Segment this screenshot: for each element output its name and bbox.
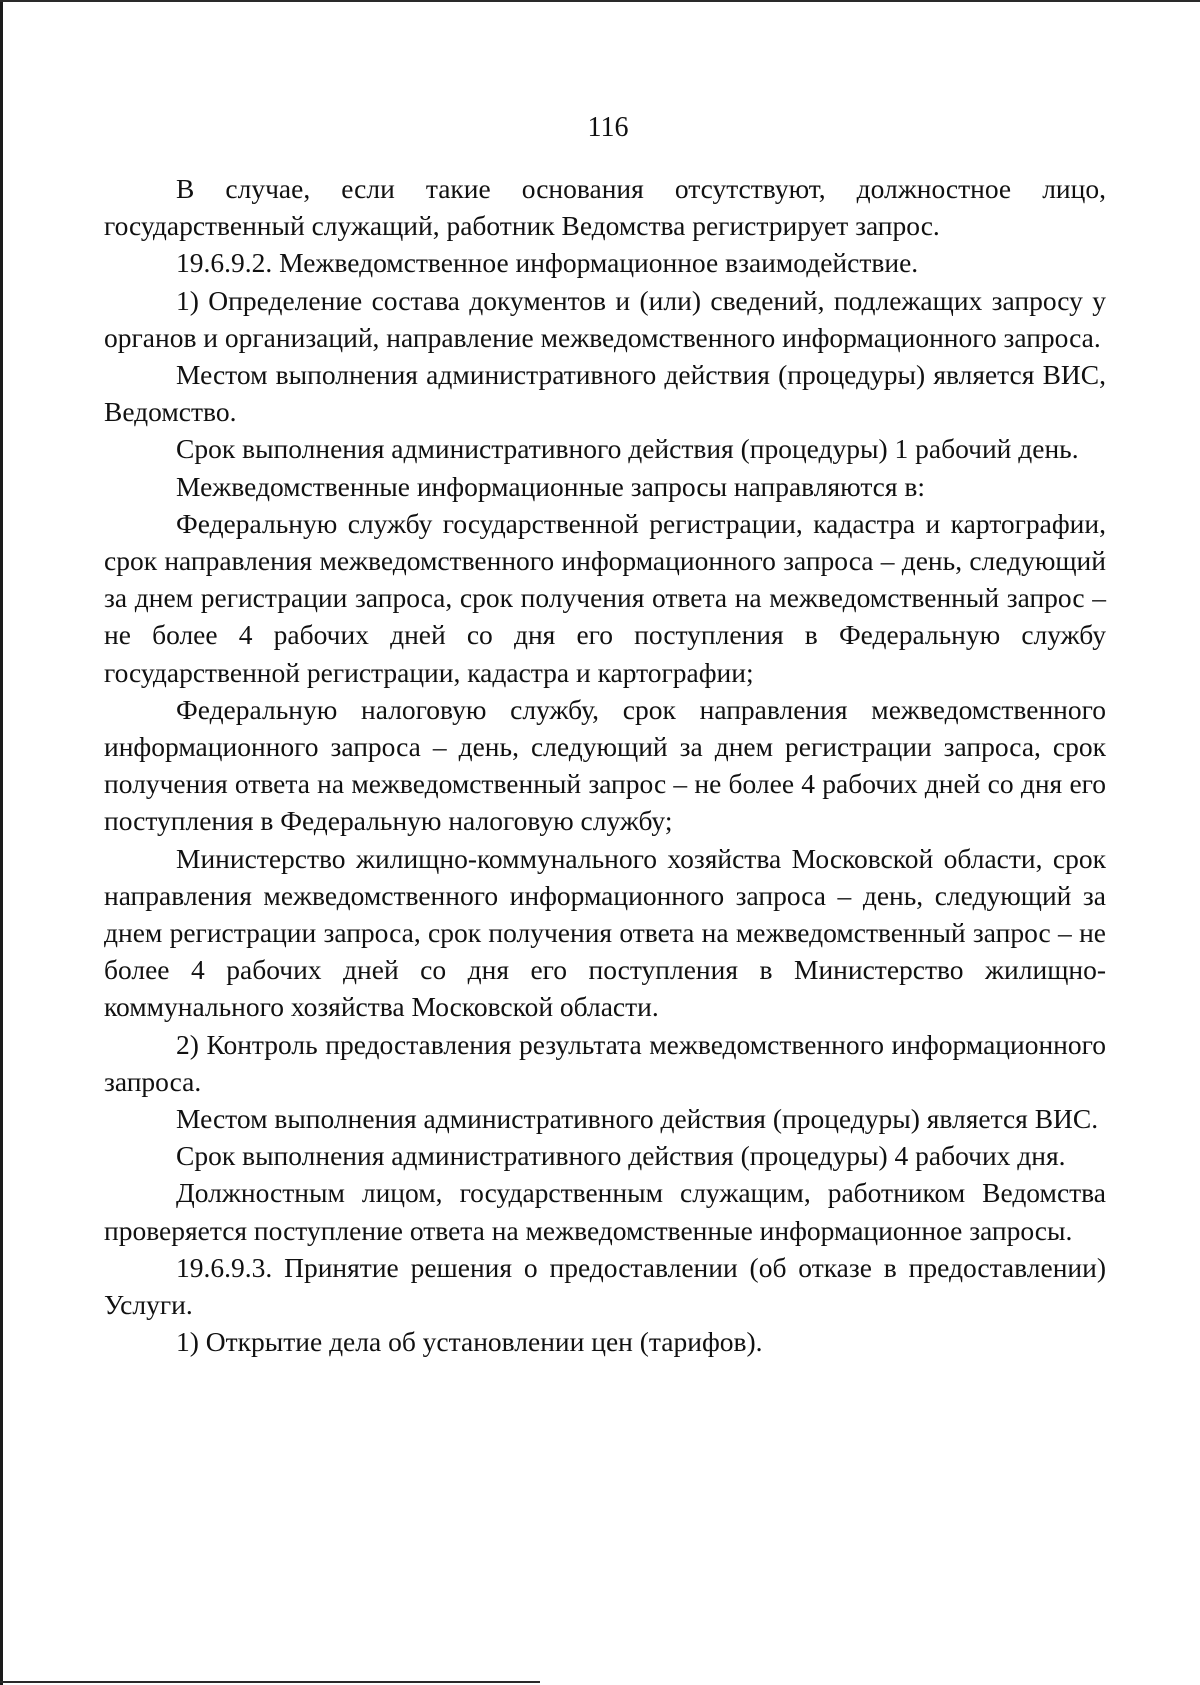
- paragraph: В случае, если такие основания отсутствуют, должностное лицо, государственный служащий, работник Ведомства регистрирует запрос.: [104, 173, 1106, 242]
- scan-left-edge: [0, 0, 3, 1685]
- paragraph: 1) Определение состава документов и (или) сведений, подлежащих запросу у органов и организаций, направление межведомственного информационного запроса.: [104, 284, 1106, 353]
- paragraph: Министерство жилищно-коммунального хозяйства Московской области, срок направления межведомственного информационного запроса – день, следующий за днем регистрации запроса, срок получения ответа на межведомственный запрос – не более 4 рабочих дней со дня его поступления в Министерство жилищно-коммунального хозяйства Московской области.: [104, 842, 1106, 1023]
- paragraph: 2) Контроль предоставления результата межведомственного информационного запроса.: [104, 1028, 1106, 1097]
- section-heading: 19.6.9.2. Межведомственное информационное взаимодействие.: [176, 247, 919, 279]
- paragraph: Федеральную налоговую службу, срок направления межведомственного информационного запроса – день, следующий за днем регистрации запроса, срок получения ответа на межведомственный запрос – не более 4 рабочих дней со дня его поступления в Федеральную налоговую службу;: [104, 693, 1106, 837]
- paragraph: Должностным лицом, государственным служащим, работником Ведомства проверяется поступление ответа на межведомственные информационное запросы.: [104, 1177, 1106, 1246]
- paragraph: 1) Открытие дела об установлении цен (тарифов).: [176, 1326, 763, 1358]
- paragraph: Местом выполнения административного действия (процедуры) является ВИС, Ведомство.: [104, 359, 1106, 428]
- scan-bottom-edge: [0, 1681, 540, 1683]
- section-heading: 19.6.9.3. Принятие решения о предоставлении (об отказе в предоставлении) Услуги.: [104, 1251, 1106, 1321]
- paragraph: Межведомственные информационные запросы направляются в:: [176, 470, 926, 502]
- paragraph: Местом выполнения административного действия (процедуры) является ВИС.: [176, 1103, 1099, 1135]
- document-body: [104, 170, 1106, 1361]
- page-number: 116: [587, 112, 629, 143]
- paragraph: Срок выполнения административного действия (процедуры) 1 рабочий день.: [176, 433, 1079, 465]
- scan-top-edge: [0, 0, 1200, 2]
- paragraph: Федеральную службу государственной регистрации, кадастра и картографии, срок направления межведомственного информационного запроса – день, следующий за днем регистрации запроса, срок получения ответа на межведомственный запрос – не более 4 рабочих дней со дня его поступления в Федеральную службу государственной регистрации, кадастра и картографии;: [104, 507, 1106, 688]
- paragraph: Срок выполнения административного действия (процедуры) 4 рабочих дня.: [176, 1140, 1066, 1172]
